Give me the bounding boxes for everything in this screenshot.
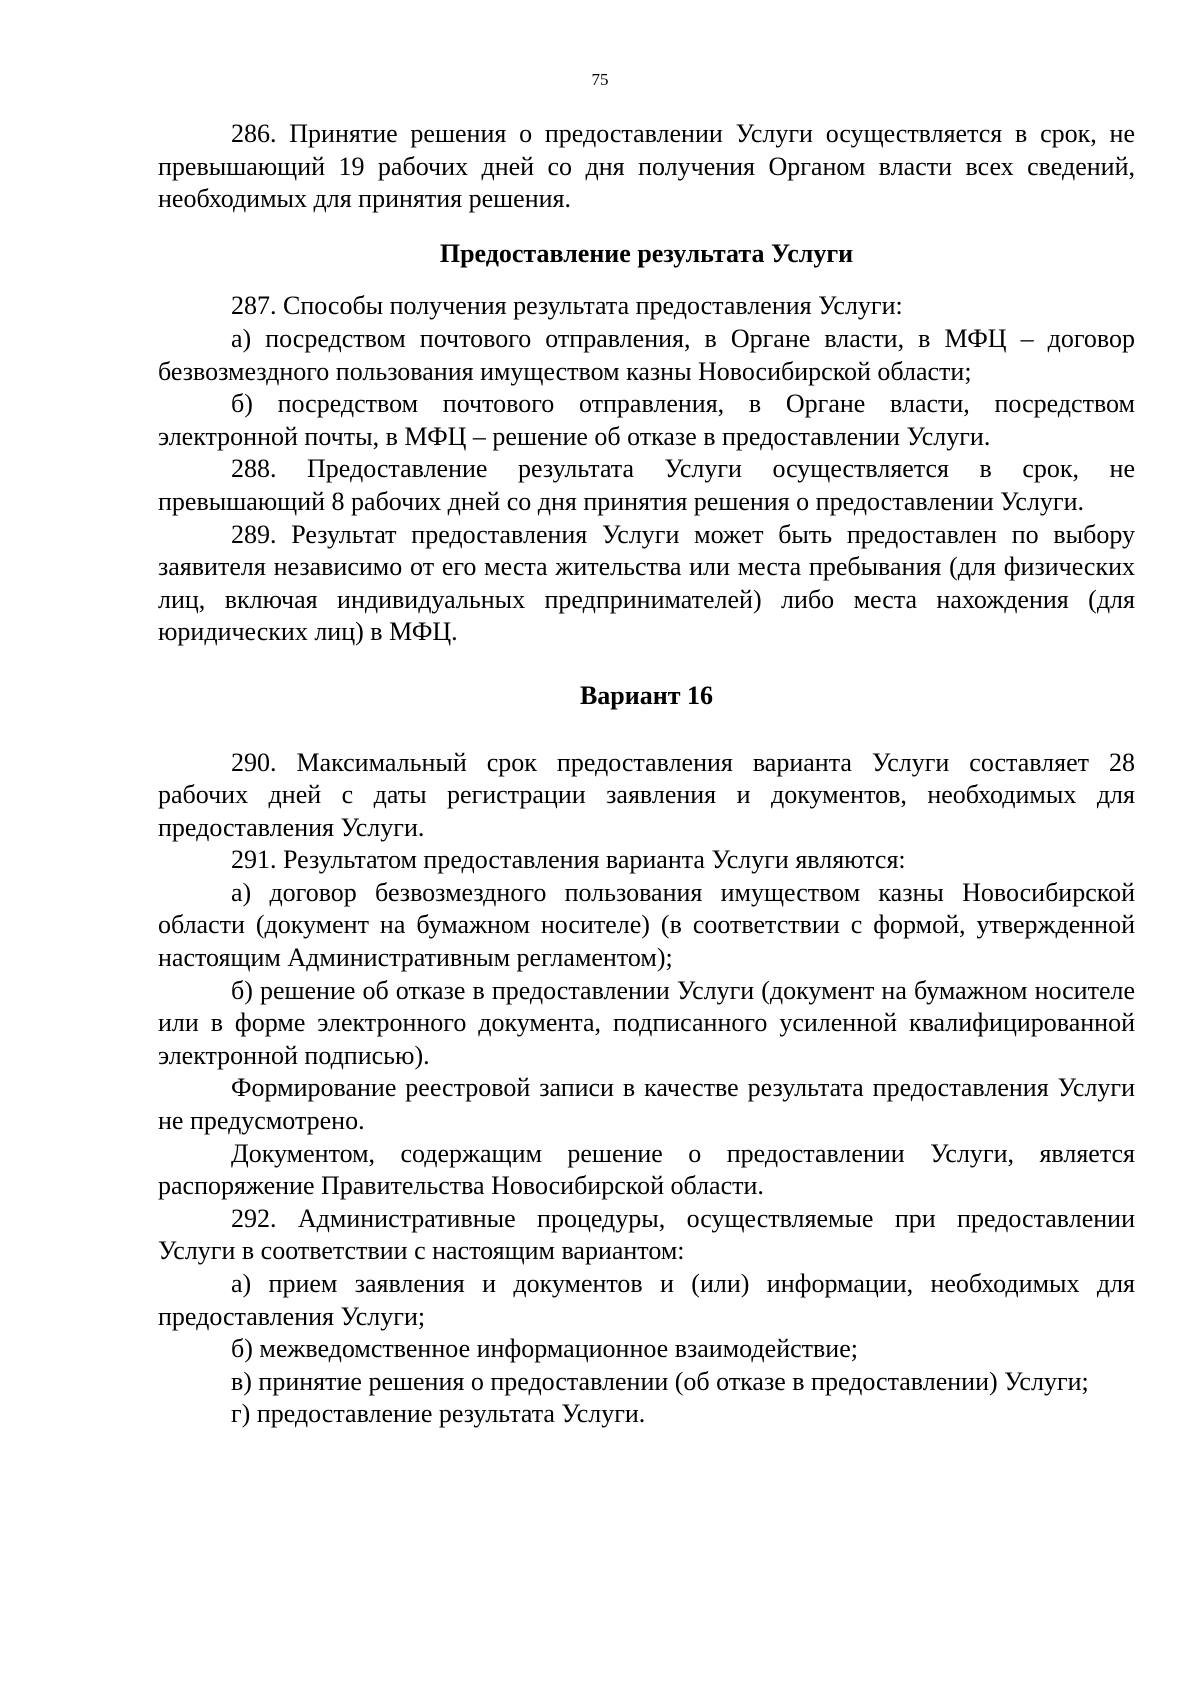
paragraph-287-a: а) посредством почтового отправления, в Органе власти, в МФЦ – договор безвозмездного пользования имуществом казны Новосибирской области; bbox=[158, 323, 1135, 386]
section-heading-result: Предоставление результата Услуги bbox=[439, 238, 854, 268]
paragraph-decision-document: Документом, содержащим решение о предоставлении Услуги, является распоряжение Правительства Новосибирской области. bbox=[158, 1138, 1135, 1201]
paragraph-292-g: г) предоставление результата Услуги. bbox=[231, 1399, 646, 1429]
paragraph-287-b: б) посредством почтового отправления, в Органе власти, посредством электронной почты, в МФЦ – решение об отказе в предоставлении Услуги. bbox=[158, 389, 1135, 451]
paragraph-292: 292. Административные процедуры, осуществляемые при предоставлении Услуги в соответствии с настоящим вариантом: bbox=[158, 1203, 1135, 1266]
page-number: 75 bbox=[591, 70, 609, 89]
paragraph-291-b: б) решение об отказе в предоставлении Услуги (документ на бумажном носителе или в форме электронного документа, подписанного усиленной квалифицированной электронной подписью). bbox=[158, 975, 1135, 1070]
paragraph-288: 288. Предоставление результата Услуги осуществляется в срок, не превышающий 8 рабочих дней со дня принятия решения о предоставлении Услуги. bbox=[158, 454, 1135, 516]
paragraph-290: 290. Максимальный срок предоставления варианта Услуги составляет 28 рабочих дней с даты регистрации заявления и документов, необходимых для предоставления Услуги. bbox=[158, 747, 1135, 842]
paragraph-292-v: в) принятие решения о предоставлении (об отказе в предоставлении) Услуги; bbox=[231, 1366, 1089, 1396]
paragraph-291: 291. Результатом предоставления варианта Услуги являются: bbox=[231, 845, 906, 875]
paragraph-registry-record: Формирование реестровой записи в качестве результата предоставления Услуги не предусмотрено. bbox=[158, 1073, 1135, 1136]
paragraph-291-a: а) договор безвозмездного пользования имуществом казны Новосибирской области (документ на бумажном носителе) (в соответствии с формой, утвержденной настоящим Административным регламентом); bbox=[158, 877, 1135, 973]
paragraph-287: 287. Способы получения результата предоставления Услуги: bbox=[231, 291, 903, 321]
paragraph-292-b: б) межведомственное информационное взаимодействие; bbox=[231, 1334, 858, 1364]
paragraph-289: 289. Результат предоставления Услуги может быть предоставлен по выбору заявителя независимо от его места жительства или места пребывания (для физических лиц, включая индивидуальных предпринимателей) либо места нахождения (для юридических лиц) в МФЦ. bbox=[158, 519, 1135, 647]
paragraph-286: 286. Принятие решения о предоставлении Услуги осуществляется в срок, не превышающий 19 рабочих дней со дня получения Органом власти всех сведений, необходимых для принятия решения. bbox=[158, 119, 1135, 214]
document-body bbox=[158, 118, 1135, 1431]
paragraph-292-a: а) прием заявления и документов и (или) информации, необходимых для предоставления Услуги; bbox=[158, 1269, 1135, 1331]
section-heading-variant-16: Вариант 16 bbox=[579, 680, 714, 710]
